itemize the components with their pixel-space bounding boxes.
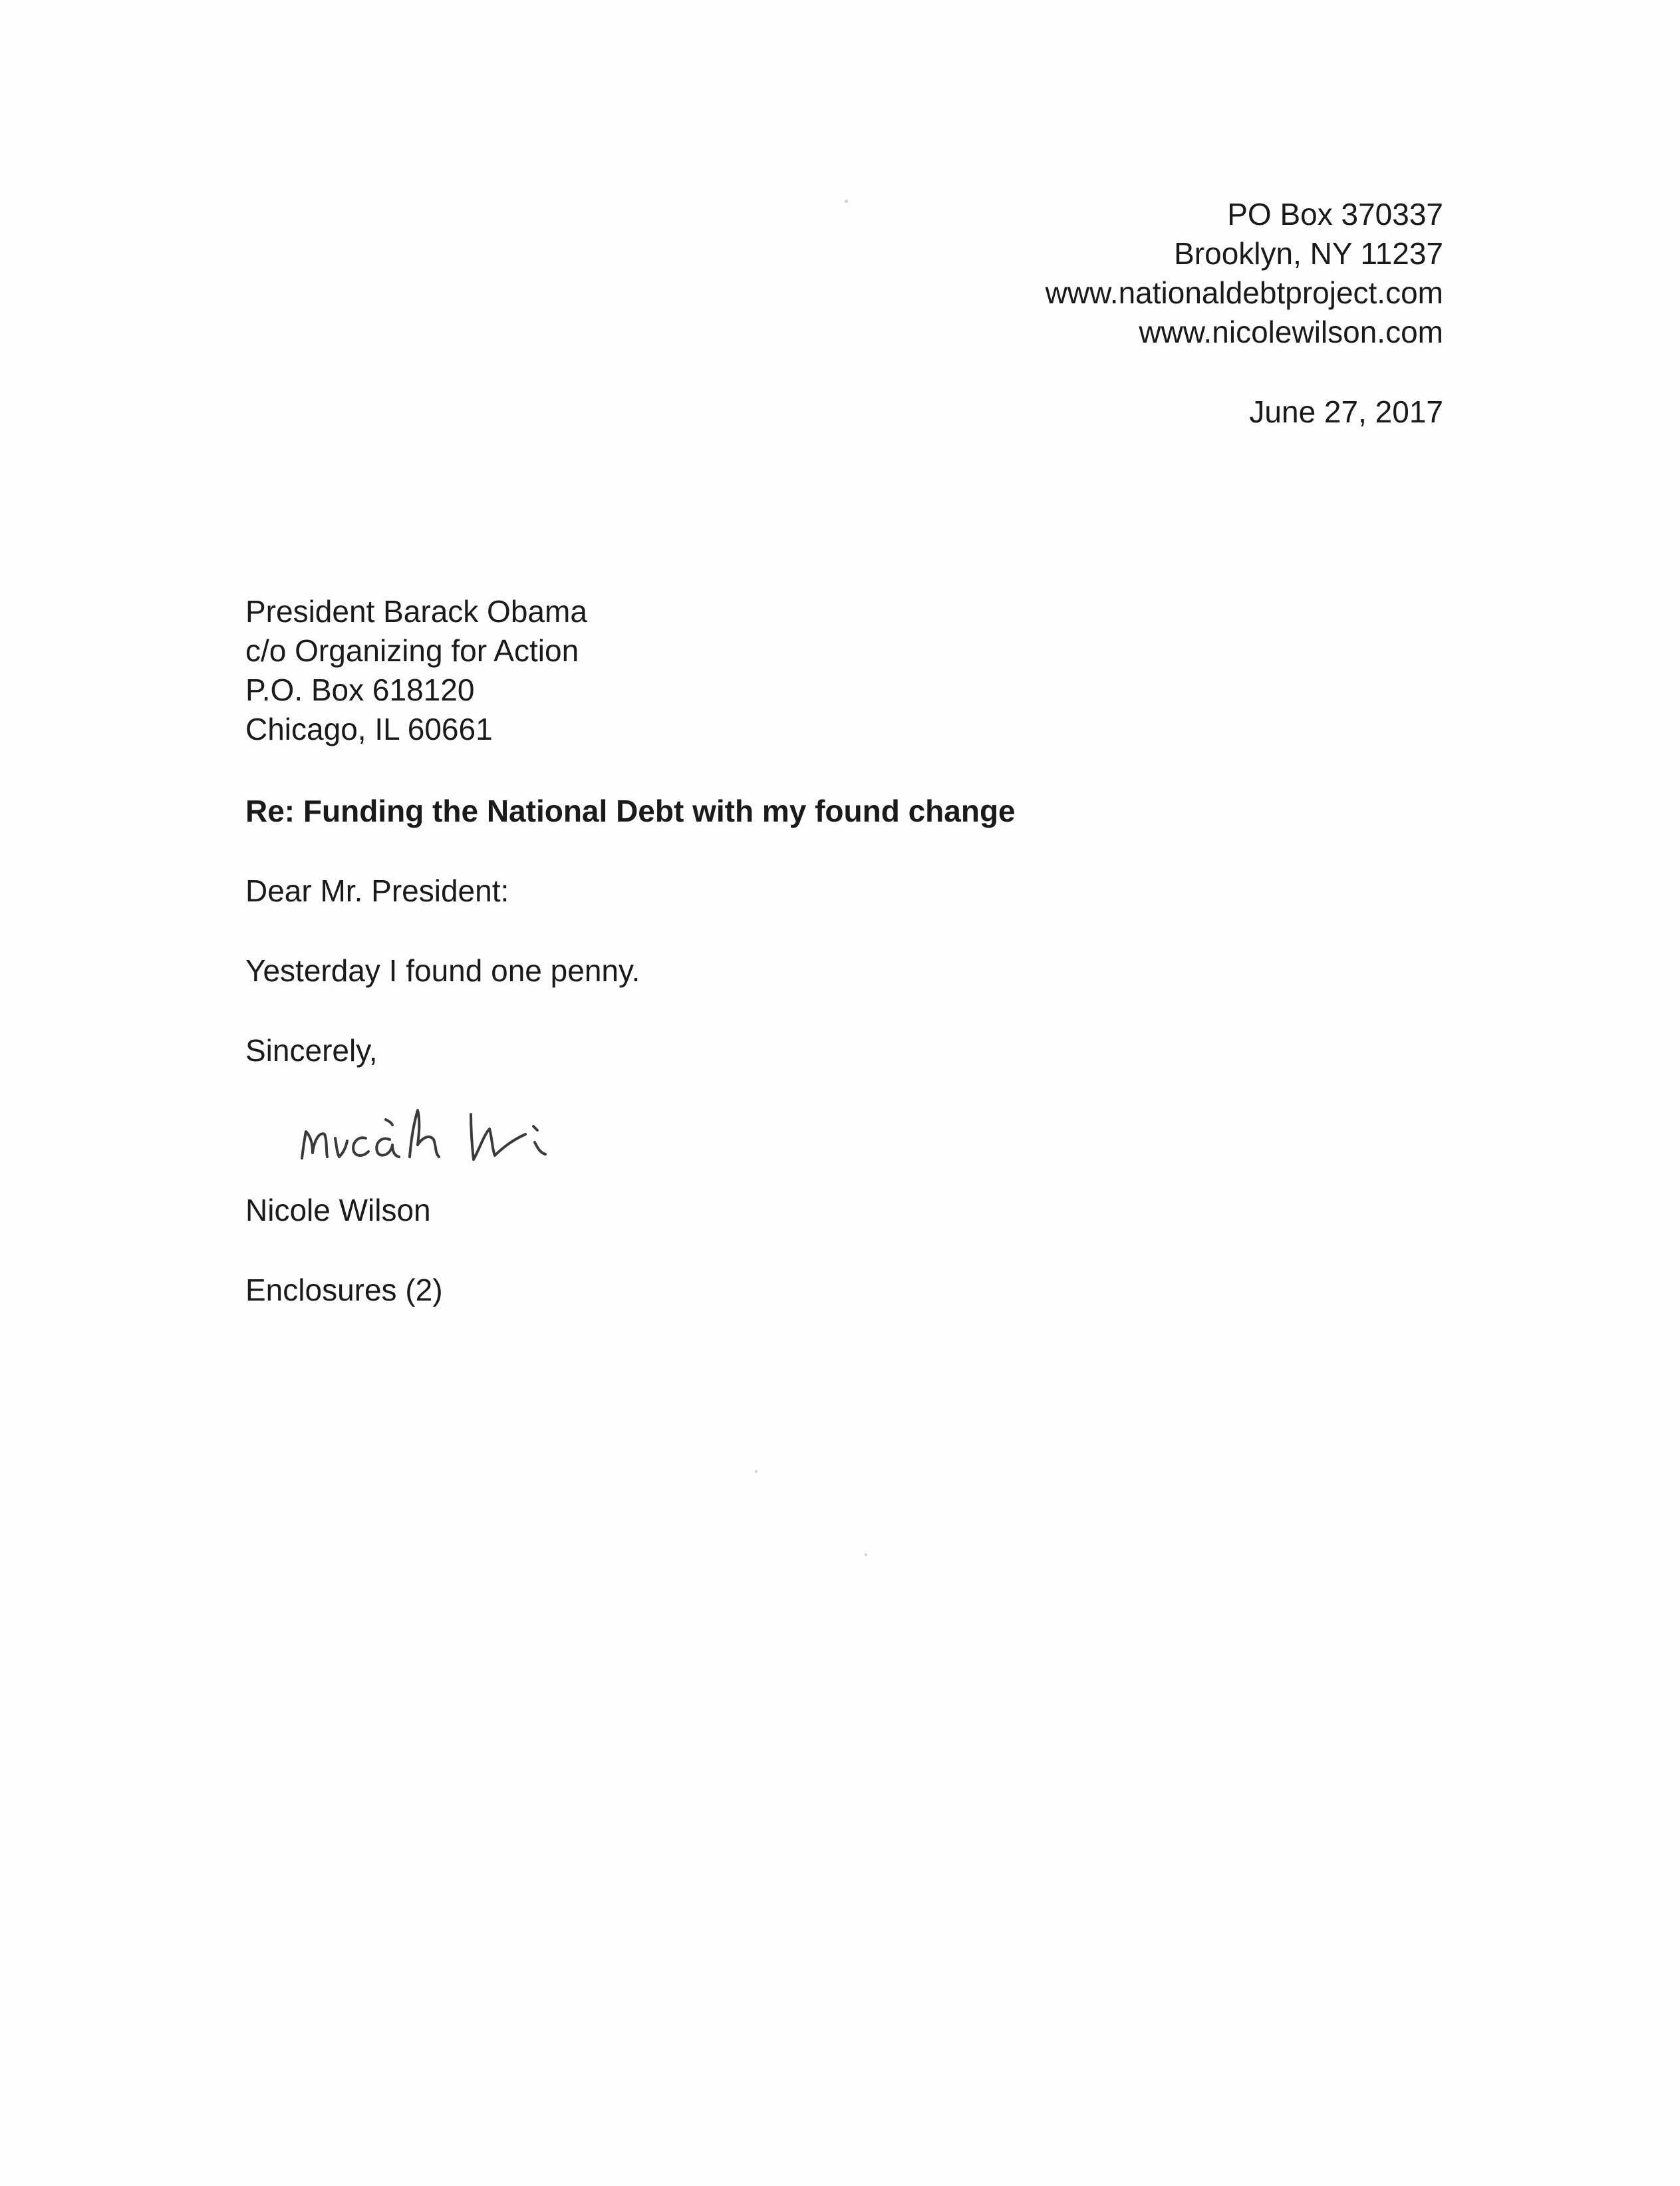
sender-address-block: [1046, 195, 1443, 352]
letter-date: June 27, 2017: [1249, 394, 1443, 429]
salutation: Dear Mr. President:: [245, 873, 509, 908]
paper-speck: [845, 200, 848, 203]
subject-line: Re: Funding the National Debt with my found change: [245, 794, 1016, 828]
enclosures-note: Enclosures (2): [245, 1273, 443, 1307]
handwritten-signature: [293, 1094, 652, 1174]
sender-website-personal: www.nicolewilson.com: [1139, 315, 1443, 349]
recipient-address-block: [245, 592, 587, 749]
recipient-po-box: P.O. Box 618120: [245, 673, 475, 707]
recipient-care-of: c/o Organizing for Action: [245, 633, 579, 668]
sender-po-box: PO Box 370337: [1227, 197, 1443, 232]
sender-website-project: www.nationaldebtproject.com: [1045, 275, 1443, 310]
recipient-city-state-zip: Chicago, IL 60661: [245, 712, 493, 746]
paper-speck: [865, 1553, 867, 1556]
recipient-name: President Barack Obama: [245, 594, 587, 629]
letter-body: Yesterday I found one penny.: [245, 953, 640, 988]
signer-name: Nicole Wilson: [245, 1193, 431, 1227]
paper-speck: [755, 1470, 758, 1473]
closing: Sincerely,: [245, 1033, 378, 1068]
sender-city-state-zip: Brooklyn, NY 11237: [1174, 236, 1443, 271]
